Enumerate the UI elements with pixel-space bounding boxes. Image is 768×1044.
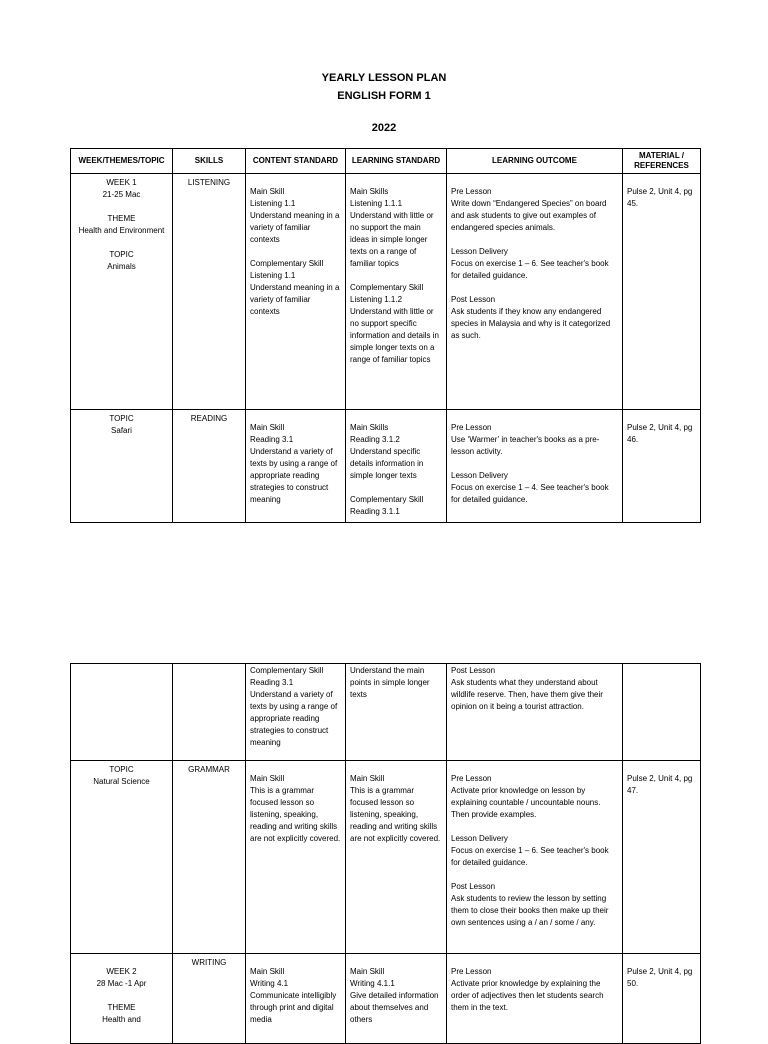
content-standard-cell [246,410,346,523]
topic-value: Animals [107,262,136,271]
column-header-material: MATERIAL / REFERENCES [623,149,701,174]
content-standard-cell [246,954,346,1044]
lesson-plan-table-page-1 [70,148,701,523]
week-cell [71,410,173,523]
week-label: WEEK 2 [106,967,137,976]
material-text: Pulse 2, Unit 4, pg 47. [627,774,695,795]
learning-outcome-cell [447,954,623,1044]
learning-standard-cell [346,174,447,410]
table-row [71,954,701,1044]
theme-value: Health and [102,1015,141,1024]
week-dates: 28 Mac -1 Apr [96,979,147,988]
learning-standard-text: Main Skills Listening 1.1.1 Understand with little or no support the main ideas in simple longer texts on a range of familiar topics Complementary Skill Listening 1.1.2 Understand with little or no support specific information and details in simple longer texts on a range of familiar topics [350,187,439,364]
learning-standard-cell [346,761,447,954]
table-row [71,664,701,761]
material-cell [623,954,701,1044]
column-header-skills: SKILLS [173,149,246,174]
learning-standard-cell [346,410,447,523]
topic-label: TOPIC [109,765,134,774]
document-year: 2022 [371,122,397,134]
material-text: Pulse 2, Unit 4, pg 45. [627,187,695,208]
learning-outcome-text: Pre Lesson Activate prior knowledge by explaining the order of adjectives then let students search them in the text. [451,967,604,1012]
content-standard-cell [246,174,346,410]
content-standard-text: Main Skill Listening 1.1 Understand meaning in a variety of familiar contexts Complementary Skill Listening 1.1 Understand meaning in a variety of familiar contexts [250,187,340,316]
column-header-learning-standard: LEARNING STANDARD [346,149,447,174]
skill-cell: WRITING [173,954,246,1044]
skill-cell [173,664,246,761]
topic-value: Natural Science [93,777,150,786]
learning-standard-text: Main Skill This is a grammar focused lesson so listening, speaking, reading and writing skills are not explicitly covered. [350,774,441,843]
learning-standard-cell [346,664,447,761]
table-row [71,174,701,410]
theme-value: Health and Environment [78,226,165,235]
learning-standard-text: Main Skill Writing 4.1.1 Give detailed information about themselves and others [350,967,439,1024]
material-text: Pulse 2, Unit 4, pg 46. [627,423,695,444]
week-dates: 21-25 Mac [102,190,141,199]
learning-outcome-cell [447,664,623,761]
week-cell [71,761,173,954]
material-cell [623,761,701,954]
learning-outcome-text: Pre Lesson Activate prior knowledge on lesson by explaining countable / uncountable nouns. Then provide examples. Lesson Delivery Focus on exercise 1 – 6. See teacher's book for detailed guidance. Post Lesson Ask students to review the lesson by setting them to close their books then make up their own sentences using a / an / some / any. [451,774,609,927]
document-subtitle: ENGLISH FORM 1 [337,90,431,102]
skill-cell: LISTENING [173,174,246,410]
content-standard-text: Complementary Skill Reading 3.1 Understand a variety of texts by using a range of appropriate reading strategies to construct meaning [250,666,338,747]
material-cell [623,174,701,410]
material-text: Pulse 2, Unit 4, pg 50. [627,967,695,988]
column-header-content-standard: CONTENT STANDARD [246,149,346,174]
material-cell [623,664,701,761]
content-standard-cell [246,664,346,761]
material-cell [623,410,701,523]
theme-label: THEME [107,1003,136,1012]
learning-outcome-text: Pre Lesson Write down “Endangered Species” on board and ask students to give out examples of endangered species animals. Lesson Delivery Focus on exercise 1 – 6. See teacher's book for detailed guidance. Post Lesson Ask students if they know any endangered species in Malaysia and why is it categorized as such. [451,187,611,340]
learning-standard-text: Understand the main points in simple longer texts [350,666,432,699]
content-standard-text: Main Skill Reading 3.1 Understand a variety of texts by using a range of appropriate reading strategies to construct meaning [250,423,338,504]
content-standard-text: Main Skill This is a grammar focused lesson so listening, speaking, reading and writing skills are not explicitly covered. [250,774,341,843]
week-cell [71,954,173,1044]
learning-standard-text: Main Skills Reading 3.1.2 Understand specific details information in simple longer texts Complementary Skill Reading 3.1.1 [350,423,424,516]
content-standard-cell [246,761,346,954]
learning-standard-cell [346,954,447,1044]
topic-label: TOPIC [109,414,134,423]
learning-outcome-cell [447,174,623,410]
skill-cell: GRAMMAR [173,761,246,954]
learning-outcome-text: Pre Lesson Use ‘Warmer’ in teacher's books as a pre-lesson activity. Lesson Delivery Focus on exercise 1 – 4. See teacher's book for detailed guidance. [451,423,609,504]
lesson-plan-table-page-2 [70,663,701,1044]
week-cell [71,174,173,410]
column-header-learning-outcome: LEARNING OUTCOME [447,149,623,174]
table-row [71,761,701,954]
table-row [71,410,701,523]
column-header-week: WEEK/THEMES/TOPIC [71,149,173,174]
learning-outcome-cell [447,410,623,523]
theme-label: THEME [107,214,136,223]
week-cell [71,664,173,761]
topic-label: TOPIC [109,250,134,259]
document-title: YEARLY LESSON PLAN [321,72,447,84]
skill-cell: READING [173,410,246,523]
learning-outcome-cell [447,761,623,954]
content-standard-text: Main Skill Writing 4.1 Communicate intelligibly through print and digital media [250,967,337,1024]
topic-value: Safari [111,426,132,435]
week-label: WEEK 1 [106,178,137,187]
learning-outcome-text: Post Lesson Ask students what they understand about wildlife reserve. Then, have them give their opinion on it being a tourist attraction. [451,666,603,711]
